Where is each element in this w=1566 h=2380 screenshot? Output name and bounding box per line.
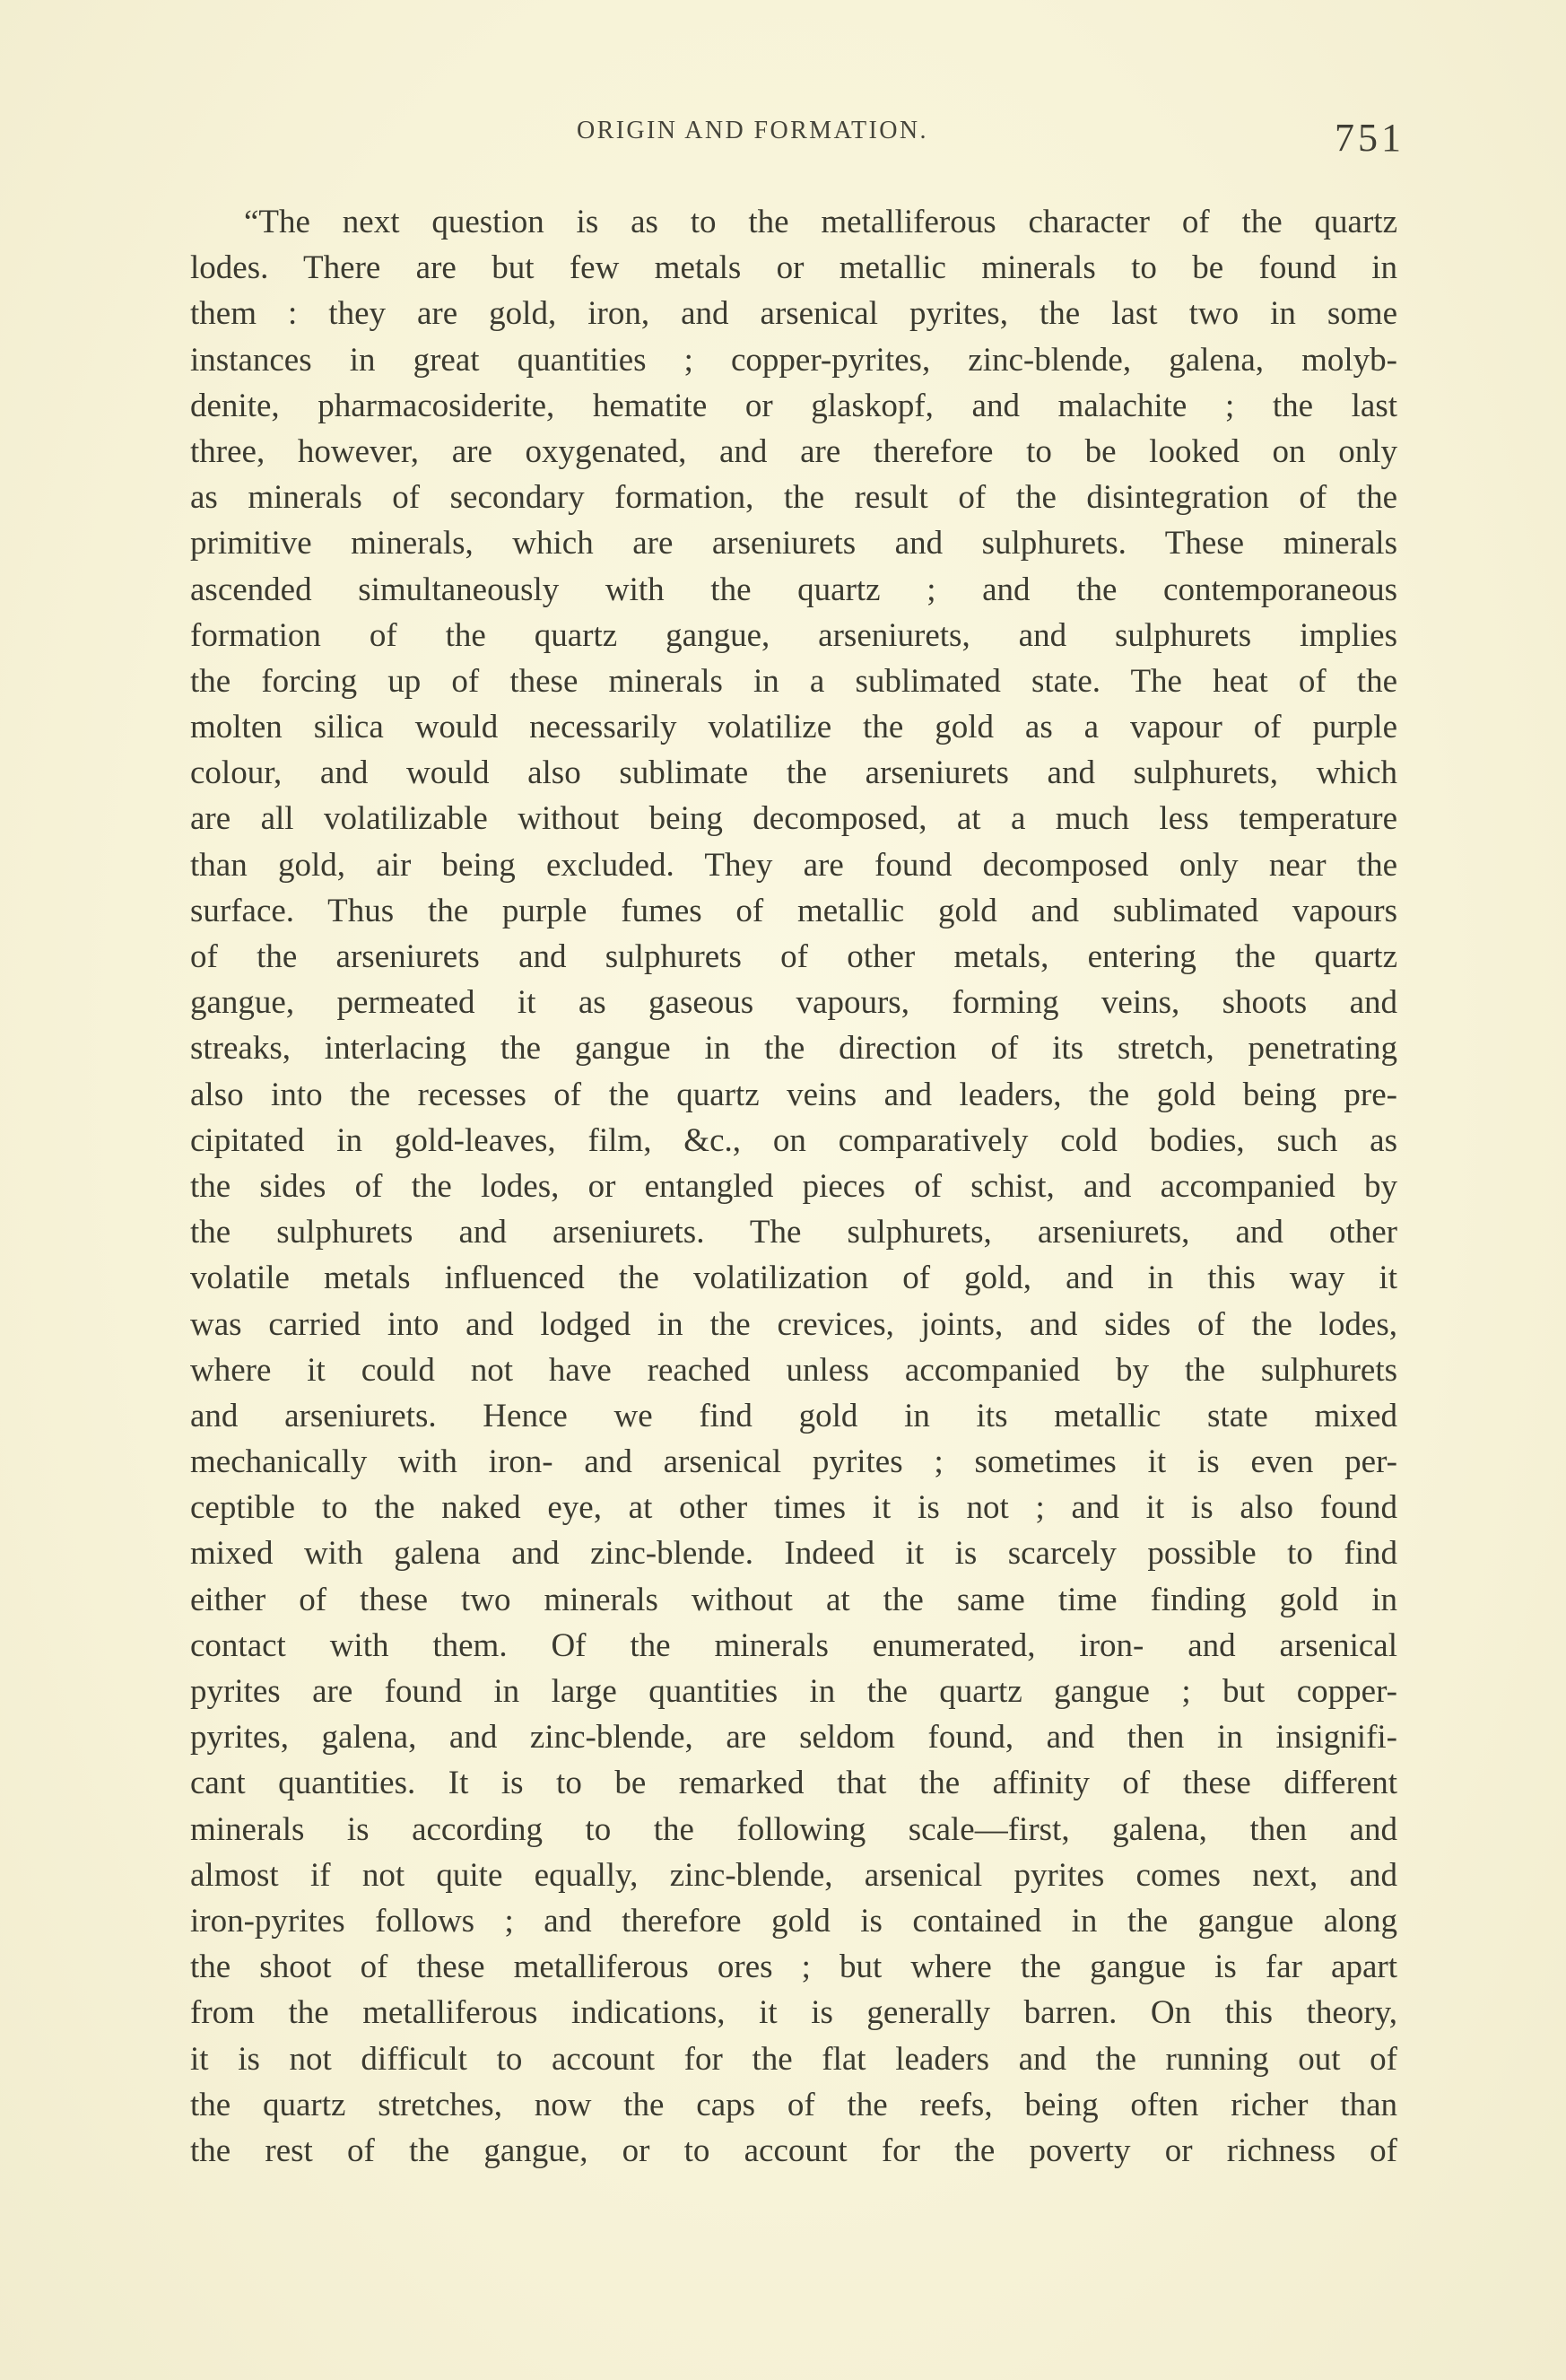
text-line: also into the recesses of the quartz veins and leaders, the gold being pre- xyxy=(190,1076,1397,1113)
text-line: the rest of the gangue, or to account for the poverty or richness of xyxy=(190,2132,1397,2169)
text-line: cipitated in gold-leaves, film, &c., on comparatively cold bodies, such as xyxy=(190,1121,1397,1159)
page-number: 751 xyxy=(1335,116,1405,160)
text-line: cant quantities. It is to be remarked that the affinity of these different xyxy=(190,1765,1397,1802)
text-line: ceptible to the naked eye, at other times it is not ; and it is also found xyxy=(190,1489,1397,1527)
text-line: minerals is according to the following scale—first, galena, then and xyxy=(190,1810,1397,1848)
text-line: instances in great quantities ; copper-pyrites, zinc-blende, galena, molyb- xyxy=(190,341,1397,379)
text-line: are all volatilizable without being decomposed, at a much less temperature xyxy=(190,800,1397,838)
text-line: them : they are gold, iron, and arsenical pyrites, the last two in some xyxy=(190,295,1397,333)
text-line: pyrites are found in large quantities in the quartz gangue ; but copper- xyxy=(190,1673,1397,1710)
text-line: almost if not quite equally, zinc-blende, arsenical pyrites comes next, and xyxy=(190,1856,1397,1894)
text-line: denite, pharmacosiderite, hematite or glaskopf, and malachite ; the last xyxy=(190,387,1397,424)
text-line: pyrites, galena, and zinc-blende, are seldom found, and then in insignifi- xyxy=(190,1719,1397,1757)
text-line: the shoot of these metalliferous ores ; but where the gangue is far apart xyxy=(190,1948,1397,1986)
text-line: “The next question is as to the metalliferous character of the quartz xyxy=(244,204,1397,240)
text-line: lodes. There are but few metals or metallic minerals to be found in xyxy=(190,249,1397,287)
text-line: ascended simultaneously with the quartz ; and the contemporaneous xyxy=(190,571,1397,608)
text-line: formation of the quartz gangue, arseniurets, and sulphurets implies xyxy=(190,616,1397,654)
text-line: from the metalliferous indications, it is generally barren. On this theory, xyxy=(190,1994,1397,2032)
text-line: colour, and would also sublimate the arseniurets and sulphurets, which xyxy=(190,754,1397,792)
text-line: contact with them. Of the minerals enumerated, iron- and arsenical xyxy=(190,1626,1397,1664)
running-header: ORIGIN AND FORMATION. xyxy=(577,117,928,144)
text-line: the sulphurets and arseniurets. The sulphurets, arseniurets, and other xyxy=(190,1214,1397,1251)
text-line: gangue, permeated it as gaseous vapours, forming veins, shoots and xyxy=(190,984,1397,1022)
text-line: streaks, interlacing the gangue in the direction of its stretch, penetrating xyxy=(190,1030,1397,1068)
text-line: and arseniurets. Hence we find gold in its metallic state mixed xyxy=(190,1397,1397,1434)
text-line: mixed with galena and zinc-blende. Indeed it is scarcely possible to find xyxy=(190,1535,1397,1573)
text-line: surface. Thus the purple fumes of metallic gold and sublimated vapours xyxy=(190,892,1397,929)
text-line: primitive minerals, which are arseniurets and sulphurets. These minerals xyxy=(190,525,1397,562)
text-line: mechanically with iron- and arsenical pyrites ; sometimes it is even per- xyxy=(190,1443,1397,1481)
text-line: the quartz stretches, now the caps of the reefs, being often richer than xyxy=(190,2086,1397,2123)
text-line: either of these two minerals without at the same time finding gold in xyxy=(190,1581,1397,1618)
text-line: molten silica would necessarily volatilize the gold as a vapour of purple xyxy=(190,709,1397,746)
text-line: as minerals of secondary formation, the result of the disintegration of the xyxy=(190,479,1397,517)
text-line: iron-pyrites follows ; and therefore gold is contained in the gangue along xyxy=(190,1902,1397,1940)
text-line: the forcing up of these minerals in a sublimated state. The heat of the xyxy=(190,662,1397,700)
text-line: three, however, are oxygenated, and are therefore to be looked on only xyxy=(190,432,1397,470)
text-line: of the arseniurets and sulphurets of other metals, entering the quartz xyxy=(190,938,1397,975)
text-line: volatile metals influenced the volatilization of gold, and in this way it xyxy=(190,1260,1397,1297)
text-line: where it could not have reached unless accompanied by the sulphurets xyxy=(190,1351,1397,1389)
text-line: the sides of the lodes, or entangled pieces of schist, and accompanied by xyxy=(190,1167,1397,1205)
text-line: than gold, air being excluded. They are found decomposed only near the xyxy=(190,846,1397,884)
body-paragraph xyxy=(190,199,1397,2174)
text-line: was carried into and lodged in the crevices, joints, and sides of the lodes, xyxy=(190,1305,1397,1343)
text-line: it is not difficult to account for the flat leaders and the running out of xyxy=(190,2040,1397,2078)
